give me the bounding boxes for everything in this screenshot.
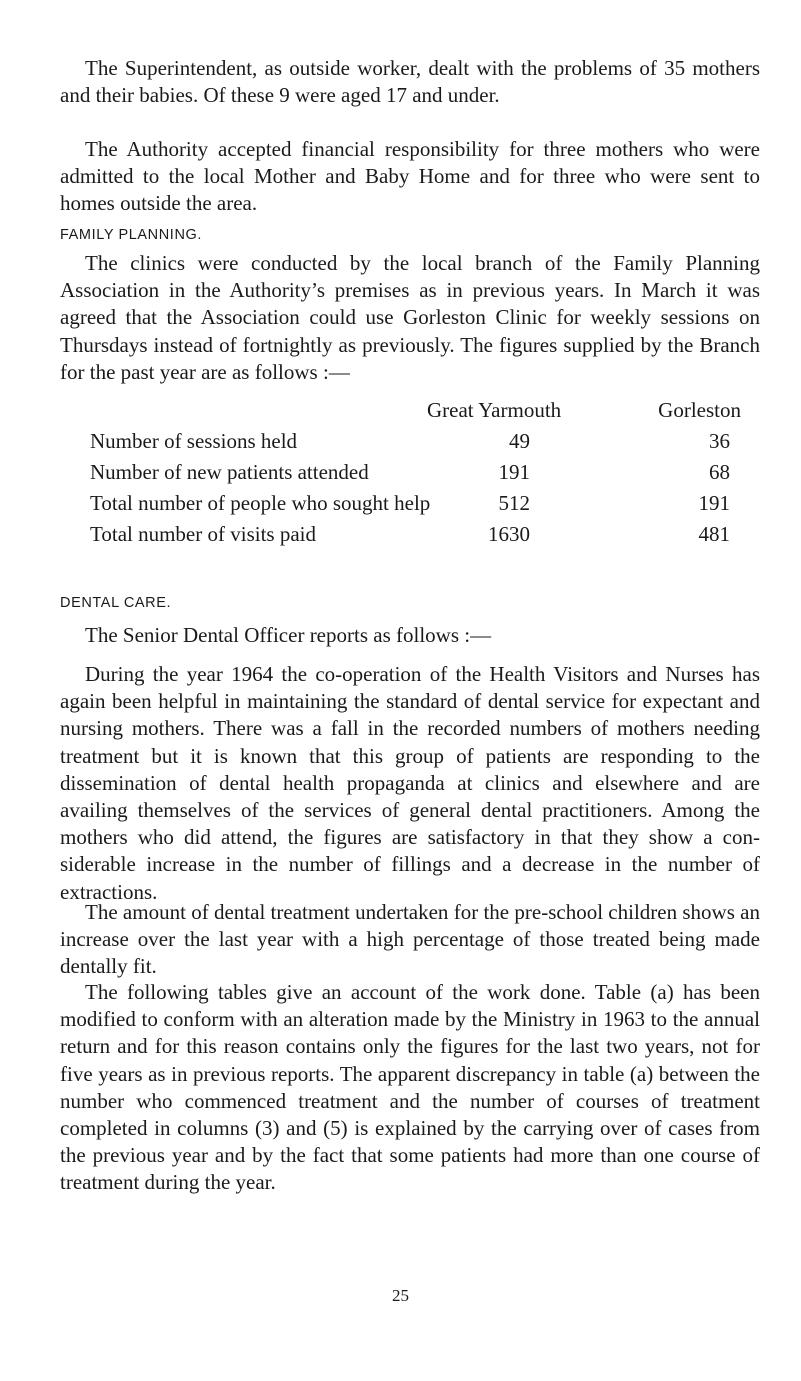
paragraph-tables-account: The following tables give an account of the work done. Table (a) has been modified to conform with an alteration made by the Ministry in 1963 to the annual return and for this reason contains only the figures for the last two years, not for five years as in previous reports. The apparent discrepancy in table (a) between the number who commenced treatment and the number of courses of treatment completed in columns (3) and (5) is explained by the carrying over of cases from the previous year and by the fact that some patients had more than one course of treatment during the year.: [60, 980, 760, 1195]
table-row: [90, 491, 730, 521]
cell-gorleston: 36: [709, 429, 730, 453]
cell-yarmouth: 49: [509, 429, 530, 453]
table-row: [90, 522, 730, 552]
page-number: 25: [392, 1286, 409, 1305]
cell-gorleston: 68: [709, 460, 730, 484]
column-header-great-yarmouth: Great Yarmouth: [427, 398, 562, 422]
row-label: Total number of visits paid: [90, 522, 316, 546]
paragraph-family-planning: The clinics were conducted by the local branch of the Family Planning Association in the Authority’s premises as in previous years. In March it was agreed that the Association could use Gorleston Clinic for weekly sessions on Thursdays instead of fortnightly as previously. The figures supplied by the Branch for the past year are as follows :—: [60, 251, 760, 384]
table-row: [90, 460, 730, 490]
paragraph-senior-dental-officer: The Senior Dental Officer reports as follows :—: [85, 623, 492, 647]
paragraph-dental-mothers: During the year 1964 the co-operation of the Health Visitors and Nurses has again been helpful in maintaining the standard of dental service for expectant and nursing mothers. There was a fall in the recorded numbers of mothers needing treatment but it is known that this group of patients are responding to the dissemination of dental health propaganda at clinics and elsewhere and are availing themselves of the services of general dental practitioners. Among the mothers who did attend, the figures are satisfactory in that they show a con- siderable increase in the number of fillings and a decrease in the number of extractions.: [60, 662, 760, 904]
row-label: Number of sessions held: [90, 429, 298, 453]
row-label: Number of new patients attended: [90, 460, 369, 484]
table-row: [90, 429, 730, 459]
cell-gorleston: 481: [698, 522, 730, 546]
section-heading-family-planning: FAMILY PLANNING.: [60, 227, 203, 243]
paragraph-outside-worker: The Superintendent, as outside worker, dealt with the problems of 35 mothers and their babies. Of these 9 were aged 17 and under.: [60, 56, 760, 108]
paragraph-financial-responsibility: The Authority accepted financial responsibility for three mothers who were admitted to the local Mother and Baby Home and for three who were sent to homes outside the area.: [60, 137, 760, 216]
column-header-gorleston: Gorleston: [658, 398, 741, 422]
section-heading-dental-care: DENTAL CARE.: [60, 595, 172, 611]
row-label: Total number of people who sought help: [90, 491, 431, 515]
paragraph-pre-school-children: The amount of dental treatment undertaken for the pre-school children shows an increase over the last year with a high percentage of those treated being made dentally fit.: [60, 900, 760, 979]
cell-yarmouth: 191: [498, 460, 530, 484]
cell-yarmouth: 512: [498, 491, 530, 515]
table-header-row: [90, 398, 741, 428]
cell-gorleston: 191: [698, 491, 730, 515]
cell-yarmouth: 1630: [488, 522, 530, 546]
